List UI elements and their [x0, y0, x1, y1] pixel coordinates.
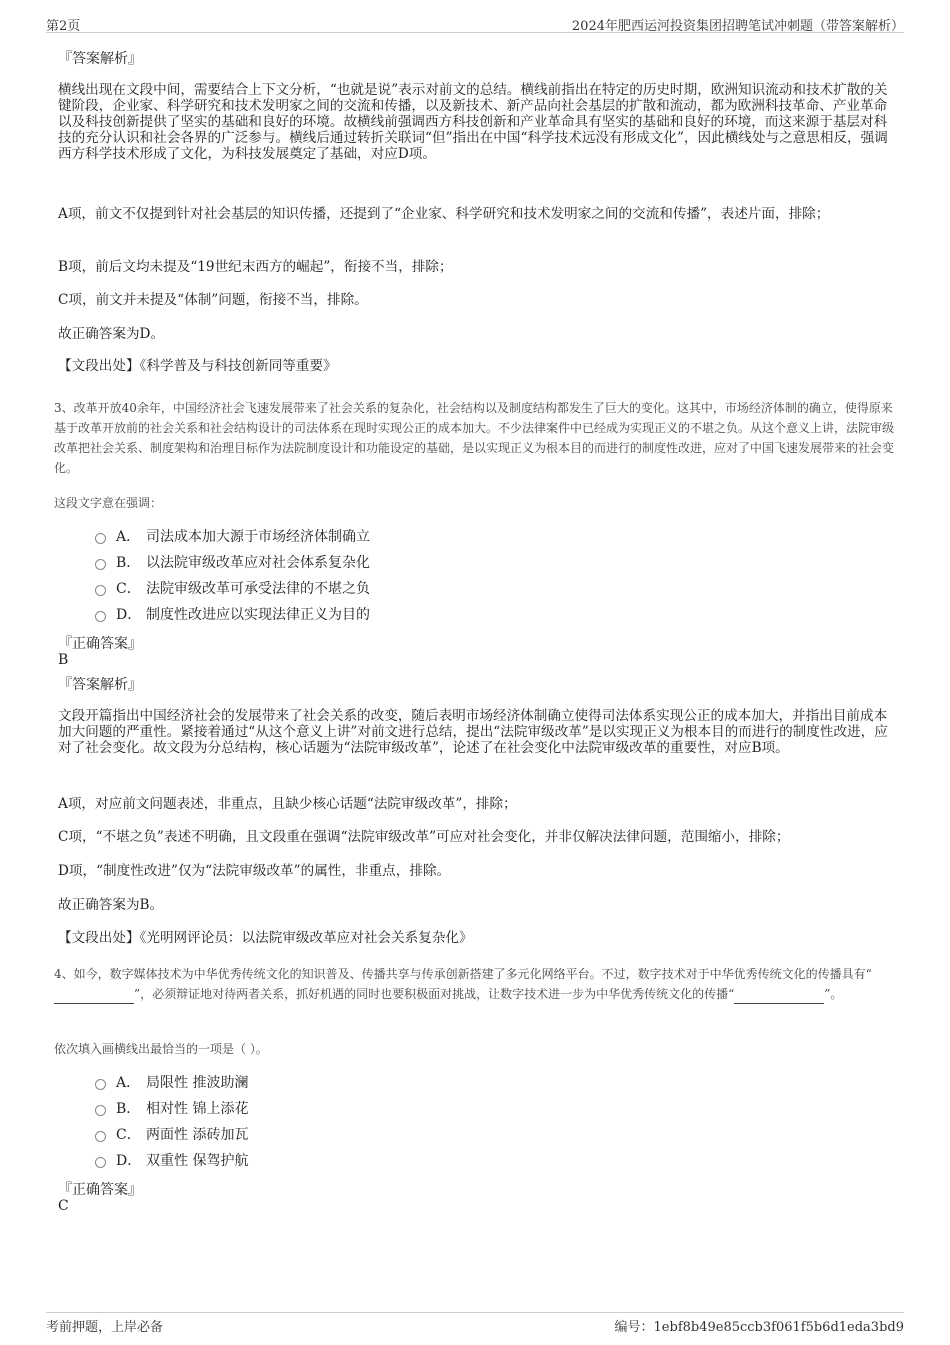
footer-slogan: 考前押题，上岸必备 [46, 1320, 164, 1335]
q2-analysis-b: B项，前后文均未提及“19世纪末西方的崛起”，衔接不当，排除； [58, 259, 453, 275]
q2-source: 【文段出处】《科学普及与科技创新同等重要》 [58, 358, 337, 374]
radio-icon[interactable] [95, 1131, 106, 1142]
q3-conclusion: 故正确答案为B。 [58, 897, 164, 913]
radio-icon[interactable] [95, 1105, 106, 1116]
radio-icon[interactable] [95, 1079, 106, 1090]
blank-2 [734, 990, 824, 1004]
q4-correct-label: 『正确答案』 [58, 1182, 142, 1198]
radio-icon[interactable] [95, 611, 106, 622]
q2-analysis-c: C项，前文并未提及“体制”问题，衔接不当，排除。 [58, 292, 368, 308]
q3-analysis-d: D项，“制度性改进”仅为“法院审级改革”的属性，非重点，排除。 [58, 863, 451, 879]
q4-option-b[interactable]: B． 相对性 锦上添花 [95, 1095, 248, 1121]
q3-option-c[interactable]: C． 法院审级改革可承受法律的不堪之负 [95, 575, 370, 601]
q3-option-b[interactable]: B． 以法院审级改革应对社会体系复杂化 [95, 549, 370, 575]
q3-options [95, 523, 370, 627]
q3-correct-label: 『正确答案』 [58, 636, 142, 652]
q3-analysis-label: 『答案解析』 [58, 677, 142, 693]
radio-icon[interactable] [95, 559, 106, 570]
q2-conclusion: 故正确答案为D。 [58, 326, 165, 342]
q3-option-d[interactable]: D． 制度性改进应以实现法律正义为目的 [95, 601, 370, 627]
q3-analysis-c: C项，“不堪之负”表述不明确，且文段重在强调“法院审级改革”可应对社会变化，并非仅解决法律问题，范围缩小，排除； [58, 829, 790, 845]
blank-1 [54, 990, 134, 1004]
document-title: 2024年肥西运河投资集团招聘笔试冲刺题（带答案解析） [571, 19, 904, 34]
q4-option-a[interactable]: A． 局限性 推波助澜 [95, 1069, 248, 1095]
q2-analysis-a: A项，前文不仅提到针对社会基层的知识传播，还提到了“企业家、科学研究和技术发明家之间的交流和传播”，表述片面，排除； [58, 206, 830, 222]
q4-option-c[interactable]: C． 两面性 添砖加瓦 [95, 1121, 248, 1147]
q3-analysis-a: A项，对应前文问题表述，非重点，且缺少核心话题“法院审级改革”，排除； [58, 796, 517, 812]
page-footer [46, 1312, 904, 1335]
q2-analysis-label: 『答案解析』 [58, 51, 142, 67]
q3-source: 【文段出处】《光明网评论员：以法院审级改革应对社会关系复杂化》 [58, 930, 473, 946]
radio-icon[interactable] [95, 533, 106, 544]
q3-prompt: 这段文字意在强调： [54, 496, 163, 510]
document-code: 编号：1ebf8b49e85ccb3f061f5b6d1eda3bd9 [614, 1320, 904, 1335]
q4-stem: 4、如今，数字媒体技术为中华优秀传统文化的知识普及、传播共享与传承创新搭建了多元化网络平台。不过，数字技术对于中华优秀传统文化的传播具有“”，必须辩证地对待两者关系，抓好机遇的同时也要积极面对挑战，让数字技术进一步为中华优秀传统文化的传播“ ”。 [54, 964, 896, 1004]
q2-analysis-main: 横线出现在文段中间，需要结合上下文分析，“也就是说”表示对前文的总结。横线前指出在特定的历史时期，欧洲知识流动和技术扩散的关键阶段，企业家、科学研究和技术发明家之间的交流和传播，以及新技术、新产品向社会基层的扩散和流动，都为欧洲科技革命、产业革命以及科技创新提供了坚实的基础和良好的环境。故横线前强调西方科技创新和产业革命具有坚实的基础和良好的环境，而这来源于基层对科技的充分认识和社会各界的广泛参与。横线后通过转折关联词“但”指出在中国“科学技术远没有形成文化”，因此横线处与之意思相反，强调西方科学技术形成了文化，为科技发展奠定了基础，对应D项。 [58, 82, 888, 162]
q3-correct-answer: B [58, 652, 69, 668]
q4-options [95, 1069, 248, 1173]
q4-prompt: 依次填入画横线出最恰当的一项是（ ）。 [54, 1042, 268, 1056]
q4-option-d[interactable]: D． 双重性 保驾护航 [95, 1147, 248, 1173]
q3-stem: 3、改革开放40余年，中国经济社会飞速发展带来了社会关系的复杂化，社会结构以及制度结构都发生了巨大的变化。这其中，市场经济体制的确立，使得原来基于改革开放前的社会关系和社会结构设计的司法体系在现时实现公正的成本加大。不少法律案件中已经成为实现正义的不堪之负。从这个意义上讲，法院审级改革把社会关系、制度架构和治理目标作为法院制度设计和功能设定的基础，是以实现正义为根本目的而进行的制度性改进，应对了中国飞速发展带来的社会变化。 [54, 401, 895, 475]
radio-icon[interactable] [95, 585, 106, 596]
page-number: 第2页 [46, 19, 81, 34]
radio-icon[interactable] [95, 1157, 106, 1168]
q3-analysis-main: 文段开篇指出中国经济社会的发展带来了社会关系的改变，随后表明市场经济体制确立使得司法体系实现公正的成本加大，并指出目前成本加大问题的严重性。紧接着通过“从这个意义上讲”对前文进行总结，提出“法院审级改革”是以实现正义为根本目的而进行的制度性改进，应对了社会变化。故文段为分总结构，核心话题为“法院审级改革”，论述了在社会变化中法院审级改革的重要性，对应B项。 [58, 708, 888, 756]
q3-option-a[interactable]: A． 司法成本加大源于市场经济体制确立 [95, 523, 370, 549]
page-header [46, 12, 904, 33]
q4-correct-answer: C [58, 1198, 69, 1214]
